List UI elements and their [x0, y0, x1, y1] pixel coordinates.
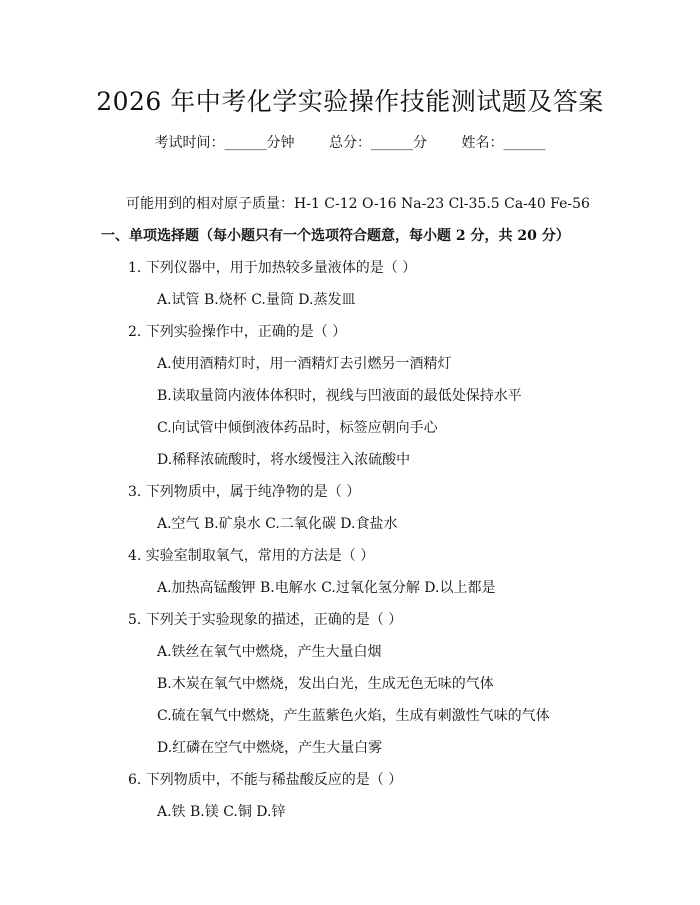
- page-title: 2026 年中考化学实验操作技能测试题及答案: [96, 87, 604, 116]
- question-option: A.试管 B.烧杯 C.量筒 D.蒸发皿: [157, 292, 356, 308]
- question-option: A.空气 B.矿泉水 C.二氧化碳 D.食盐水: [157, 516, 398, 532]
- question-option: A.铁丝在氧气中燃烧，产生大量白烟: [157, 644, 382, 660]
- question-stem: 6. 下列物质中，不能与稀盐酸反应的是（ ）: [128, 772, 403, 788]
- exam-score-field: 总分：______分: [329, 135, 427, 151]
- exam-time-field: 考试时间：______分钟: [154, 135, 295, 151]
- section-heading: 一、单项选择题（每小题只有一个选项符合题意，每小题 2 分，共 20 分）: [101, 228, 570, 244]
- exam-info-row: [0, 132, 700, 152]
- question-option: D.红磷在空气中燃烧，产生大量白雾: [157, 740, 383, 756]
- question-option: B.读取量筒内液体体积时，视线与凹液面的最低处保持水平: [157, 388, 522, 404]
- question-option: C.硫在氧气中燃烧，产生蓝紫色火焰，生成有刺激性气味的气体: [157, 708, 550, 724]
- question-stem: 3. 下列物质中，属于纯净物的是（ ）: [128, 484, 361, 500]
- exam-name-field: 姓名：______: [461, 135, 546, 151]
- question-stem: 5. 下列关于实验现象的描述，正确的是（ ）: [128, 612, 403, 628]
- atomic-masses-note: 可能用到的相对原子质量：H-1 C-12 O-16 Na-23 Cl-35.5 Ca-40 Fe-56: [126, 196, 590, 212]
- question-option: A.加热高锰酸钾 B.电解水 C.过氧化氢分解 D.以上都是: [157, 580, 496, 596]
- question-option: B.木炭在氧气中燃烧，发出白光，生成无色无味的气体: [157, 676, 494, 692]
- question-option: A.使用酒精灯时，用一酒精灯去引燃另一酒精灯: [157, 356, 452, 372]
- question-stem: 2. 下列实验操作中，正确的是（ ）: [128, 324, 347, 340]
- question-stem: 4. 实验室制取氧气，常用的方法是（ ）: [128, 548, 375, 564]
- question-stem: 1. 下列仪器中，用于加热较多量液体的是（ ）: [128, 260, 417, 276]
- question-option: C.向试管中倾倒液体药品时，标签应朝向手心: [157, 420, 438, 436]
- question-option: A.铁 B.镁 C.铜 D.锌: [157, 804, 286, 820]
- question-option: D.稀释浓硫酸时，将水缓慢注入浓硫酸中: [157, 452, 411, 468]
